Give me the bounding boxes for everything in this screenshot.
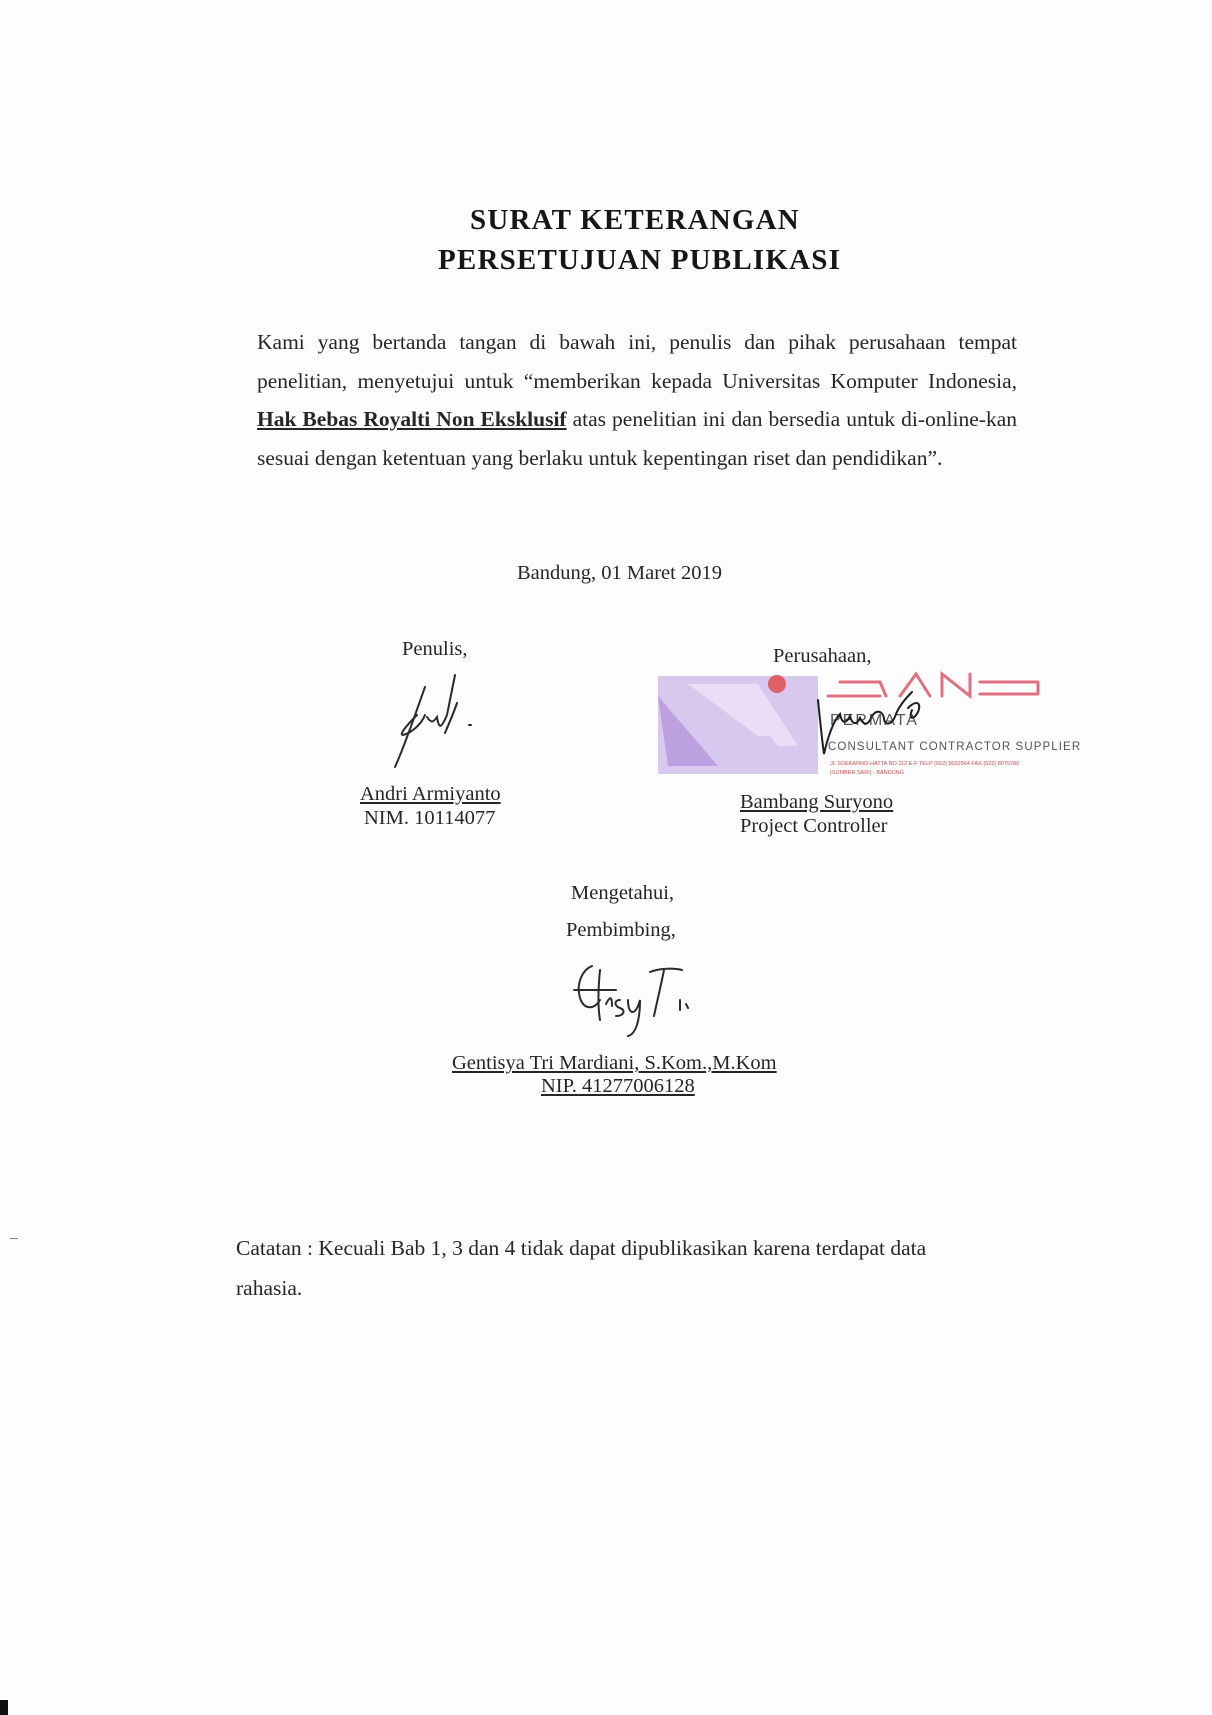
supervisor-signature [570,960,700,1040]
company-stamp-logo [658,676,818,774]
stamp-services: CONSULTANT CONTRACTOR SUPPLIER [828,741,1082,753]
author-id: NIM. 10114077 [364,807,496,829]
company-signer-position: Project Controller [740,815,888,837]
supervisor-label-role: Pembimbing, [566,919,676,941]
footnote: Catatan : Kecuali Bab 1, 3 dan 4 tidak dapat dipublikasikan karena terdapat data rahasia. [236,1236,927,1300]
author-label: Penulis, [402,638,468,660]
body-text-start: Kami yang bertanda tangan di bawah ini, penulis dan pihak perusahaan tempat penelitian, menyetujui untuk “memberikan kepada Universitas Komputer Indonesia, [257,330,1017,393]
supervisor-id: NIP. 41277006128 [541,1075,695,1097]
stamp-address: JL SOEKARNO-HATTA NO.112 E-F TELP (022) 9032564 FAX (022) 8079780 [830,761,1020,767]
stamp-dot [768,675,786,693]
company-label: Perusahaan, [773,645,872,667]
stamp-city: (SUMBER SARI) - BANDUNG [830,770,904,776]
body-text-end: atas penelitian ini dan bersedia untuk di-online-kan sesuai dengan ketentuan yang berlaku untuk kepentingan riset dan pendidikan”. [257,407,1017,470]
scan-speck [10,1238,18,1239]
supervisor-name: Gentisya Tri Mardiani, S.Kom.,M.Kom [452,1052,777,1074]
letter-body [257,323,1017,477]
body-emphasis: Hak Bebas Royalti Non Eksklusif [257,407,567,431]
scan-edge-mark [0,1700,8,1715]
author-signature [385,665,495,775]
stamp-company-name: PERMATA [830,712,919,729]
supervisor-label-acknowledged: Mengetahui, [571,882,675,904]
letter-subtitle: PERSETUJUAN PUBLIKASI [438,244,842,276]
company-signature [812,690,942,760]
company-signer-name: Bambang Suryono [740,791,894,813]
letter-title: SURAT KETERANGAN [470,204,800,236]
author-name: Andri Armiyanto [360,783,501,805]
place-date: Bandung, 01 Maret 2019 [517,562,722,584]
